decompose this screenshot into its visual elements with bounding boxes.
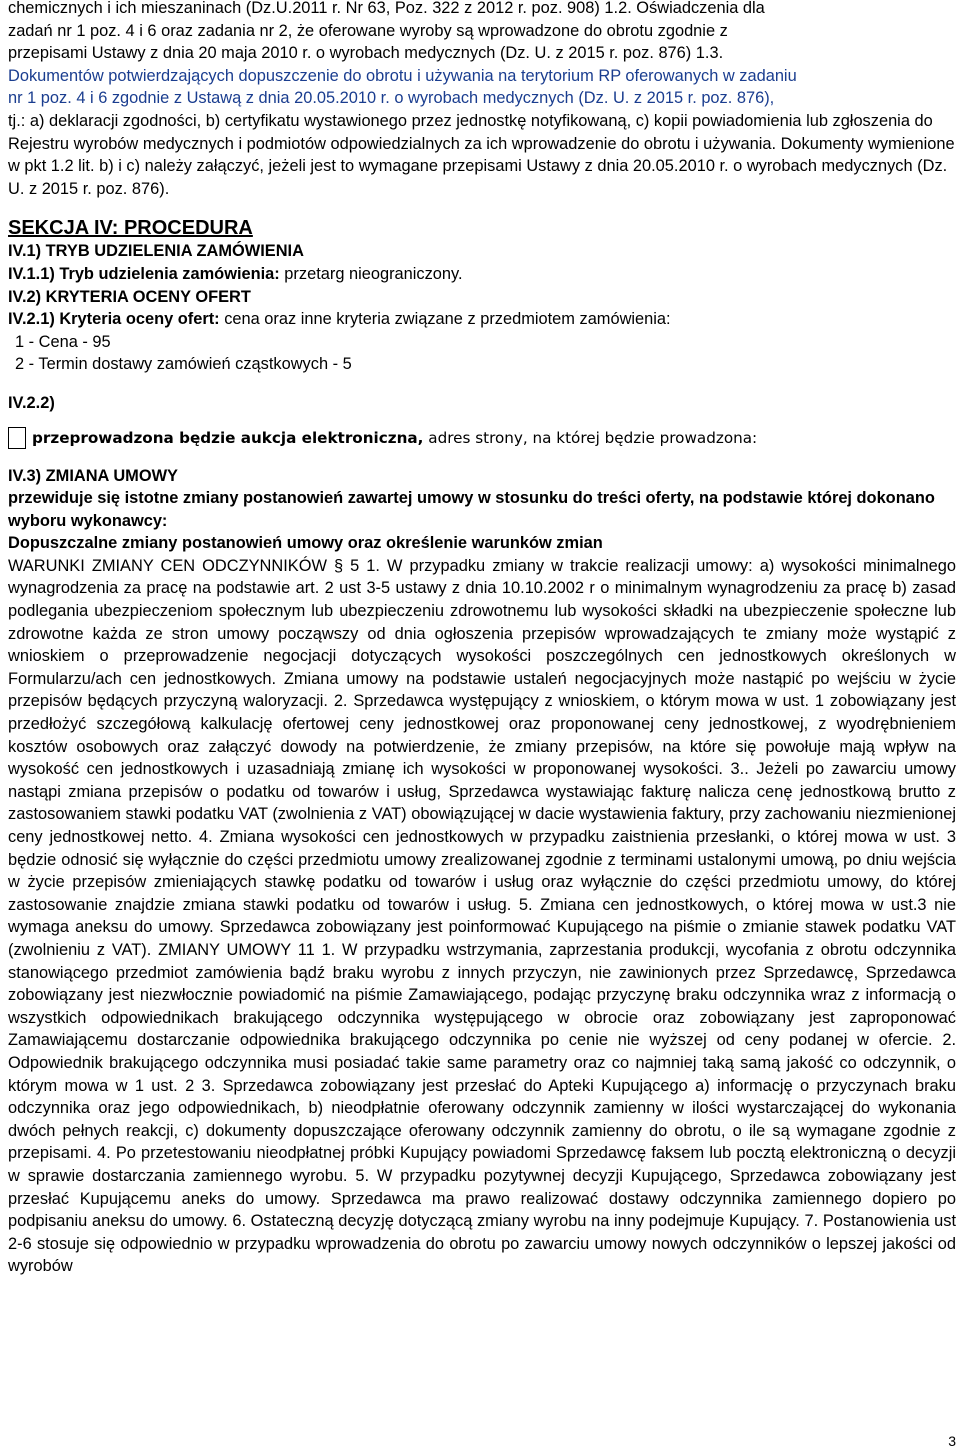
- iv22-heading: IV.2.2): [8, 393, 55, 412]
- criterion-item: 2 - Termin dostawy zamówień cząstkowych - 5: [15, 355, 352, 374]
- intro-line: zadań nr 1 poz. 4 i 6 oraz zadania nr 2, że oferowane wyroby są wprowadzone do obrotu zgodnie z: [8, 21, 728, 40]
- auction-value: adres strony, na której będzie prowadzona:: [423, 428, 758, 447]
- intro-line: chemicznych i ich mieszaninach (Dz.U.2011 r. Nr 63, Poz. 322 z 2012 r. poz. 908) 1.2. Oświadczenia dla: [8, 0, 765, 17]
- auction-line: [8, 427, 956, 449]
- contract-changes-body: WARUNKI ZMIANY CEN ODCZYNNIKÓW § 5 1. W przypadku zmiany w trakcie realizacji umowy: a) wysokości minimalnego wynagrodzenia za pracę na podstawie art. 2 ust 3-5 ustawy z dnia 10.10.2002 r o minimalnym wynagrodzeniu za pracę b) zasad podlegania ubezpieczeniom społecznym lub ubezpieczeniu zdrowotnemu lub wysokości składki na ubezpieczenie społeczne lub zdrowotne każda ze stron umowy począwszy od dnia ogłoszenia przepisów wprowadzających te zmiany może wystąpić z wnioskiem o przeprowadzenie negocjacji dotyczących wysokości poszczególnych cen jednostkowych określonych w Formularzu/ach cen jednostkowych. Zmiana umowy na podstawie ustaleń negocjacyjnych może nastąpić po wejściu w życie przepisów będących przyczyną waloryzacji. 2. Sprzedawca występujący z wnioskiem, o którym mowa w ust. 1 zobowiązany jest przedłożyć szczegółową kalkulację ofertowej ceny jednostkowej oraz proponowanej ceny jednostkowej, z wyodrębnieniem kosztów osobowych oraz załączyć dowody na potwierdzenie, że zmiany przepisów, na które się powołuje mają wpływ na wysokość cen jednostkowych i uzasadniają zmianę ich wysokości w proponowanej wysokości. 3.. Jeżeli po zawarciu umowy nastąpi zmiana przepisów o podatku od towarów i usług, Sprzedawca wystawiając fakturę nalicza cenę jednostkową brutto z zastosowaniem stawki podatku VAT (zwolnienia z VAT) obowiązującej w dacie wystawienia faktury, przy zachowaniu niezmienionej ceny jednostkowej netto. 4. Zmiana wysokości cen jednostkowych w przypadku zaistnienia przesłanki, o której mowa w ust. 3 będzie odnosić się wyłącznie do części przedmiotu umowy zrealizowanej zgodnie z terminami ustalonymi umową, po dniu wejścia w życie przepisów zmieniających stawkę podatku od towarów i usług oraz wyłącznie do części przedmiotu umowy, do której zastosowanie znajdzie zmiana stawki podatku od towarów i usług. 5. Zmiana cen jednostkowych, o której mowa w ust.3 nie wymaga aneksu do umowy. Sprzedawca zobowiązany jest poinformować Kupującego na piśmie o zmianie stawek podatku VAT (zwolnieniu z VAT). ZMIANY UMOWY 11 1. W przypadku wstrzymania, zaprzestania produkcji, wycofania z obrotu odczynnika stanowiącego przedmiot zamówienia bądź braku wyrobu z innych przyczyn, nie zawinionych przez Sprzedawcę, Sprzedawca zobowiązany jest niezwłocznie powiadomić na piśmie Zamawiającego, podając przyczynę braku odczynnika wraz z informacją o wszystkich odpowiednikach brakującego odczynnika występującego w obrocie oraz zobowiązany jest zaproponować Zamawiającemu dostarczanie odpowiednika brakującego odczynnika po cenie nie wyższej od ceny podanej w ofercie. 2. Odpowiednik brakującego odczynnika musi posiadać takie same parametry oraz co najmniej taką samą jakość co odczynnik, o którym mowa w 1 ust. 2 3. Sprzedawca zobowiązany jest przesłać do Apteki Kupującego a) informację o przyczynach braku odczynnika oraz jego odpowiednikach, b) nieodpłatnie oferowany odczynnik zamienny w ilości wystarczającej do wykonania dwóch pełnych reakcji, c) dokumenty dopuszczające oferowany odczynnik zamienny do obrotu, o ile są wymagane zgodnie z przepisami. 4. Po przetestowaniu nieodpłatnej próbki Kupujący powiadomi Sprzedawcę faksem lub pocztą elektroniczną o decyzji w sprawie dostarczania zamiennego wyrobu. 5. W przypadku pozytywnej decyzji Kupującego, Sprzedawca zobowiązany jest przesłać Kupującemu aneks do umowy. Sprzedawca ma prawo realizować dostawy odczynnika zamiennego dopiero po podpisaniu aneksu do umowy. 6. Ostateczną decyzję dotyczącą zmiany wyrobu na inny podejmuje Kupujący. 7. Postanowienia ust 2-6 stosuje się odpowiednio w przypadku wprowadzenia do obrotu po zawarciu umowy nowych odczynników o lepszej jakości od wyrobów: [8, 556, 956, 1276]
- intro-line: nr 1 poz. 4 i 6 zgodnie z Ustawą z dnia 20.05.2010 r. o wyrobach medycznych (Dz. U. z 2015 r. poz. 876),: [8, 89, 775, 108]
- iv21-line: [8, 308, 956, 331]
- intro-line: Dokumentów potwierdzających dopuszczenie do obrotu i używania na terytorium RP oferowanych w zadaniu: [8, 66, 797, 85]
- intro-line: przepisami Ustawy z dnia 20 maja 2010 r. o wyrobach medycznych (Dz. U. z 2015 r. poz. 876) 1.3.: [8, 44, 724, 63]
- criterion-item: 1 - Cena - 95: [15, 332, 111, 351]
- document-page: [8, 0, 956, 1278]
- iv1-heading: IV.1) TRYB UDZIELENIA ZAMÓWIENIA: [8, 242, 304, 261]
- iv21-value: cena oraz inne kryteria związane z przedmiotem zamówienia:: [219, 310, 671, 329]
- iv21-label: IV.2.1) Kryteria oceny ofert:: [8, 310, 220, 329]
- auction-label: przeprowadzona będzie aukcja elektroniczna,: [32, 428, 424, 447]
- page-number: 3: [948, 1433, 956, 1449]
- iv11-value: przetarg nieograniczony.: [279, 264, 463, 283]
- iv11-line: [8, 263, 956, 286]
- iv2-heading: IV.2) KRYTERIA OCENY OFERT: [8, 287, 251, 306]
- section-title: SEKCJA IV: PROCEDURA: [8, 217, 253, 240]
- iv3-heading: IV.3) ZMIANA UMOWY: [8, 466, 178, 485]
- auction-checkbox[interactable]: [8, 427, 26, 449]
- iv3-subheading: Dopuszczalne zmiany postanowień umowy oraz określenie warunków zmian: [8, 534, 603, 553]
- iv11-label: IV.1.1) Tryb udzielenia zamówienia:: [8, 264, 280, 283]
- intro-paragraph: tj.: a) deklaracji zgodności, b) certyfikatu wystawionego przez jednostkę notyfikowaną, c) kopii powiadomienia lub zgłoszenia do Rejestru wyrobów medycznych i podmiotów odpowiedzialnych za ich wprowadzenie do obrotu i używania. Dokumenty wymienione w pkt 1.2 lit. b) i c) należy załączyć, jeżeli jest to wymagane przepisami Ustawy z dnia 20.05.2010 r. o wyrobach medycznych (Dz. U. z 2015 r. poz. 876).: [8, 111, 955, 198]
- iv3-statement: przewiduje się istotne zmiany postanowień zawartej umowy w stosunku do treści oferty, na podstawie której dokonano wyboru wykonawcy:: [8, 489, 935, 530]
